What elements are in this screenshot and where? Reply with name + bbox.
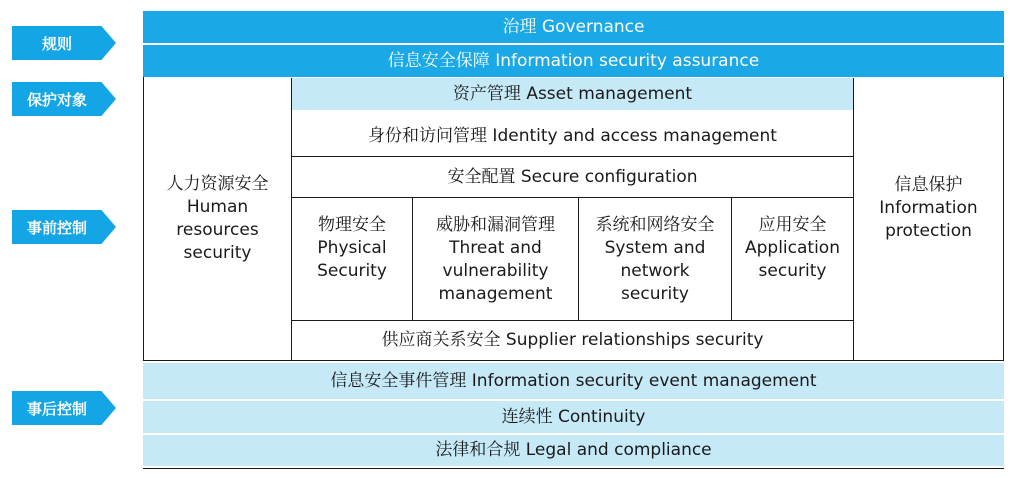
system-line-4: security (621, 284, 689, 304)
system-line-2: System and (604, 238, 706, 258)
human-resources-cell (144, 78, 291, 360)
system-line-3: network (620, 261, 690, 281)
asset-row: 资产管理 Asset management (292, 78, 853, 110)
threat-line-1: 威胁和漏洞管理 (436, 215, 555, 235)
human-resources-line-2: Human (186, 197, 249, 217)
system-network-cell (579, 200, 731, 318)
human-resources-line-1: 人力资源安全 (166, 174, 269, 194)
physical-line-1: 物理安全 (318, 215, 386, 235)
bottom-border (143, 468, 1004, 469)
protected-objects-arrow (12, 82, 116, 116)
info-protection-line-2: Information (879, 197, 978, 218)
inner-right-border (853, 78, 854, 361)
protected-objects-label: 保护对象 (26, 90, 87, 109)
physical-line-3: Security (317, 261, 387, 281)
threat-line-2: Threat and (449, 238, 542, 258)
supplier-row: 供应商关系安全 Supplier relationships security (292, 321, 853, 360)
physical-security-cell (292, 200, 412, 318)
info-protection-line-1: 信息保护 (894, 174, 963, 195)
separator-config (291, 197, 854, 198)
info-protection-cell (854, 78, 1003, 360)
assurance-row: 信息安全保障 Information security assurance (143, 45, 1004, 77)
event-management-row: 信息安全事件管理 Information security event management (143, 363, 1004, 399)
post-control-label: 事后控制 (26, 399, 87, 418)
rules-label: 规则 (41, 34, 72, 53)
secure-config-row: 安全配置 Secure configuration (292, 157, 853, 197)
info-protection-line-3: protection (885, 220, 972, 241)
legal-compliance-row: 法律和合规 Legal and compliance (143, 435, 1004, 466)
governance-row: 治理 Governance (143, 11, 1004, 43)
identity-row: 身份和访问管理 Identity and access management (292, 116, 853, 156)
rules-arrow (12, 26, 116, 60)
preventive-control-label: 事前控制 (26, 218, 87, 237)
preventive-control-arrow (12, 210, 116, 244)
system-line-1: 系统和网络安全 (595, 215, 715, 235)
human-resources-line-3: resources (176, 220, 259, 240)
threat-vulnerability-cell (413, 200, 578, 318)
application-security-cell (732, 200, 853, 318)
post-control-arrow (12, 391, 116, 425)
application-line-2: Application (745, 238, 840, 258)
application-line-3: security (758, 261, 827, 281)
threat-line-4: management (438, 284, 553, 304)
continuity-row: 连续性 Continuity (143, 401, 1004, 433)
human-resources-line-4: security (183, 243, 252, 263)
physical-line-2: Physical (317, 238, 387, 258)
threat-line-3: vulnerability (442, 261, 549, 281)
application-line-1: 应用安全 (758, 215, 827, 235)
